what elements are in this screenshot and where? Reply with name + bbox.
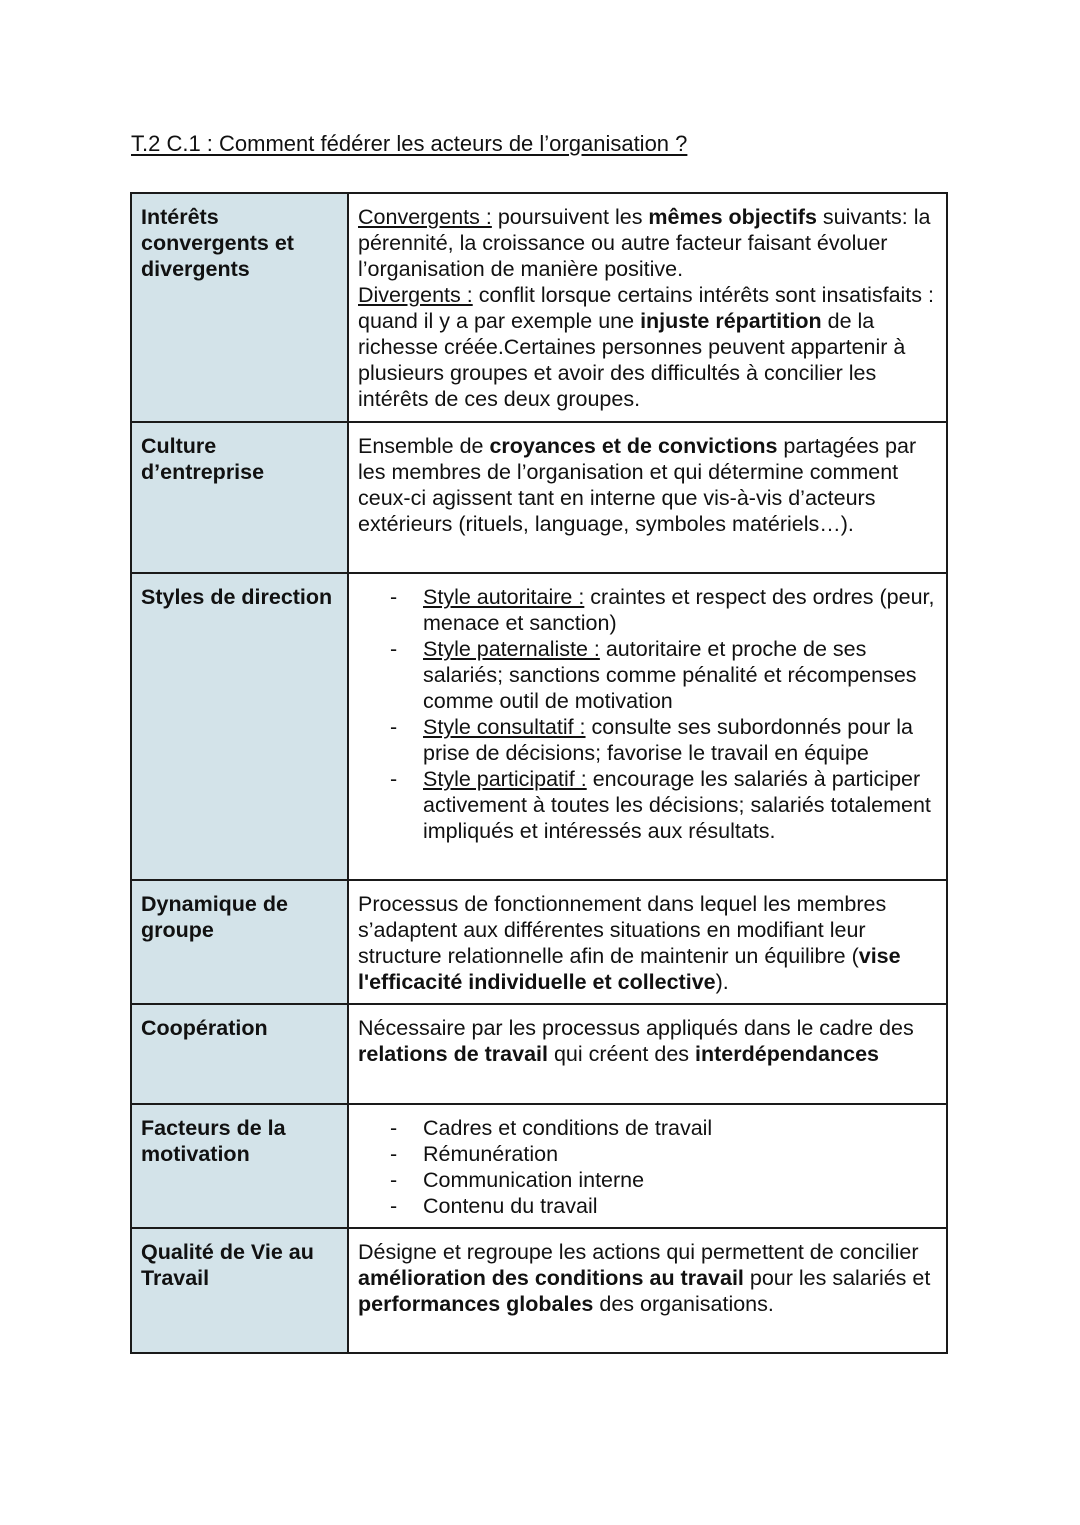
dash-list xyxy=(358,584,937,844)
text-run: de la richesse créée.Certaines personnes peuvent appartenir à plusieurs groupes et avoir des difficultés à concilier les intérêts de ces deux groupes. xyxy=(358,309,906,411)
page-title: T.2 C.1 : Comment fédérer les acteurs de l’organisation ? xyxy=(131,131,688,156)
text-run: suivants: la pérennité, la croissance ou autre facteur faisant évoluer l’organisation de manière positive. xyxy=(358,205,931,281)
term-cell: Culture d’entreprise xyxy=(131,422,348,573)
definition-cell xyxy=(348,422,947,573)
bold-term: injuste répartition xyxy=(640,309,822,333)
underlined-label: Style consultatif : xyxy=(423,715,586,739)
list-item xyxy=(423,636,937,714)
list-item: - Cadres et conditions de travail xyxy=(423,1115,937,1141)
definition-paragraph xyxy=(358,204,937,282)
table-row xyxy=(131,1004,947,1104)
text-run: conflit lorsque certains intérêts sont insatisfaits : quand il y a par exemple une xyxy=(358,283,934,333)
term-cell: Qualité de Vie au Travail xyxy=(131,1228,348,1353)
bold-term: croyances et de convictions xyxy=(489,434,778,458)
table-row xyxy=(131,1228,947,1353)
text-run: ). xyxy=(715,970,729,994)
text-run: Ensemble de xyxy=(358,434,490,458)
term-cell: Facteurs de la motivation xyxy=(131,1104,348,1228)
list-item: - Rémunération xyxy=(423,1141,937,1167)
list-item xyxy=(423,714,937,766)
underlined-label: Style participatif : xyxy=(423,767,587,791)
definition-cell xyxy=(348,193,947,422)
underlined-label: Style autoritaire : xyxy=(423,585,585,609)
definition-cell xyxy=(348,1228,947,1353)
text-run: partagées par les membres de l’organisation et qui détermine comment ceux-ci agissent tant en interne que vis-à-vis d’acteurs extérieurs (rituels, language, symboles matériels…). xyxy=(358,434,917,536)
text-run: Désigne et regroupe les actions qui permettent de concilier xyxy=(358,1240,919,1264)
term-cell: Coopération xyxy=(131,1004,348,1104)
list-item xyxy=(423,766,937,844)
underlined-label: Convergents : xyxy=(358,205,492,229)
list-item: - Communication interne xyxy=(423,1167,937,1193)
text-run: des organisations. xyxy=(593,1292,774,1316)
text-run: Nécessaire par les processus appliqués dans le cadre des xyxy=(358,1016,914,1040)
text-run: poursuivent les xyxy=(491,205,649,229)
text-run: craintes et respect des ordres (peur, menace et sanction) xyxy=(423,585,935,635)
term-cell: Intérêts convergents et divergents xyxy=(131,193,348,422)
dash-list xyxy=(358,1115,937,1219)
text-run: autoritaire et proche de ses salariés; sanctions comme pénalité et récompenses comme outil de motivation xyxy=(423,637,917,713)
table-row xyxy=(131,880,947,1004)
table-row xyxy=(131,193,947,422)
bold-term: vise l'efficacité individuelle et collective xyxy=(358,944,901,994)
definition-cell xyxy=(348,1004,947,1104)
bold-term: performances globales xyxy=(358,1292,594,1316)
text-run: pour les salariés et xyxy=(743,1266,931,1290)
text-run: consulte ses subordonnés pour la prise de décisions; favorise le travail en équipe xyxy=(423,715,914,765)
text-run: qui créent des xyxy=(548,1042,696,1066)
underlined-label: Style paternaliste : xyxy=(423,637,600,661)
table-row xyxy=(131,573,947,880)
table-row xyxy=(131,422,947,573)
text-run: encourage les salariés à participer activement à toutes les décisions; salariés totalement impliqués et intéressés aux résultats. xyxy=(423,767,931,843)
bold-term: amélioration des conditions au travail xyxy=(358,1266,744,1290)
text-run: Processus de fonctionnement dans lequel les membres s’adaptent aux différentes situations en modifiant leur structure relationnelle afin de maintenir un équilibre ( xyxy=(358,892,887,968)
bold-term: interdépendances xyxy=(695,1042,880,1066)
definition-paragraph xyxy=(358,282,937,412)
bold-term: relations de travail xyxy=(358,1042,548,1066)
definitions-table xyxy=(130,192,948,1354)
list-item xyxy=(423,584,937,636)
definition-cell xyxy=(348,880,947,1004)
term-cell: Styles de direction xyxy=(131,573,348,880)
underlined-label: Divergents : xyxy=(358,283,473,307)
definition-cell xyxy=(348,1104,947,1228)
definition-cell xyxy=(348,573,947,880)
list-item: - Contenu du travail xyxy=(423,1193,937,1219)
term-cell: Dynamique de groupe xyxy=(131,880,348,1004)
bold-term: mêmes objectifs xyxy=(648,205,817,229)
table-row xyxy=(131,1104,947,1228)
